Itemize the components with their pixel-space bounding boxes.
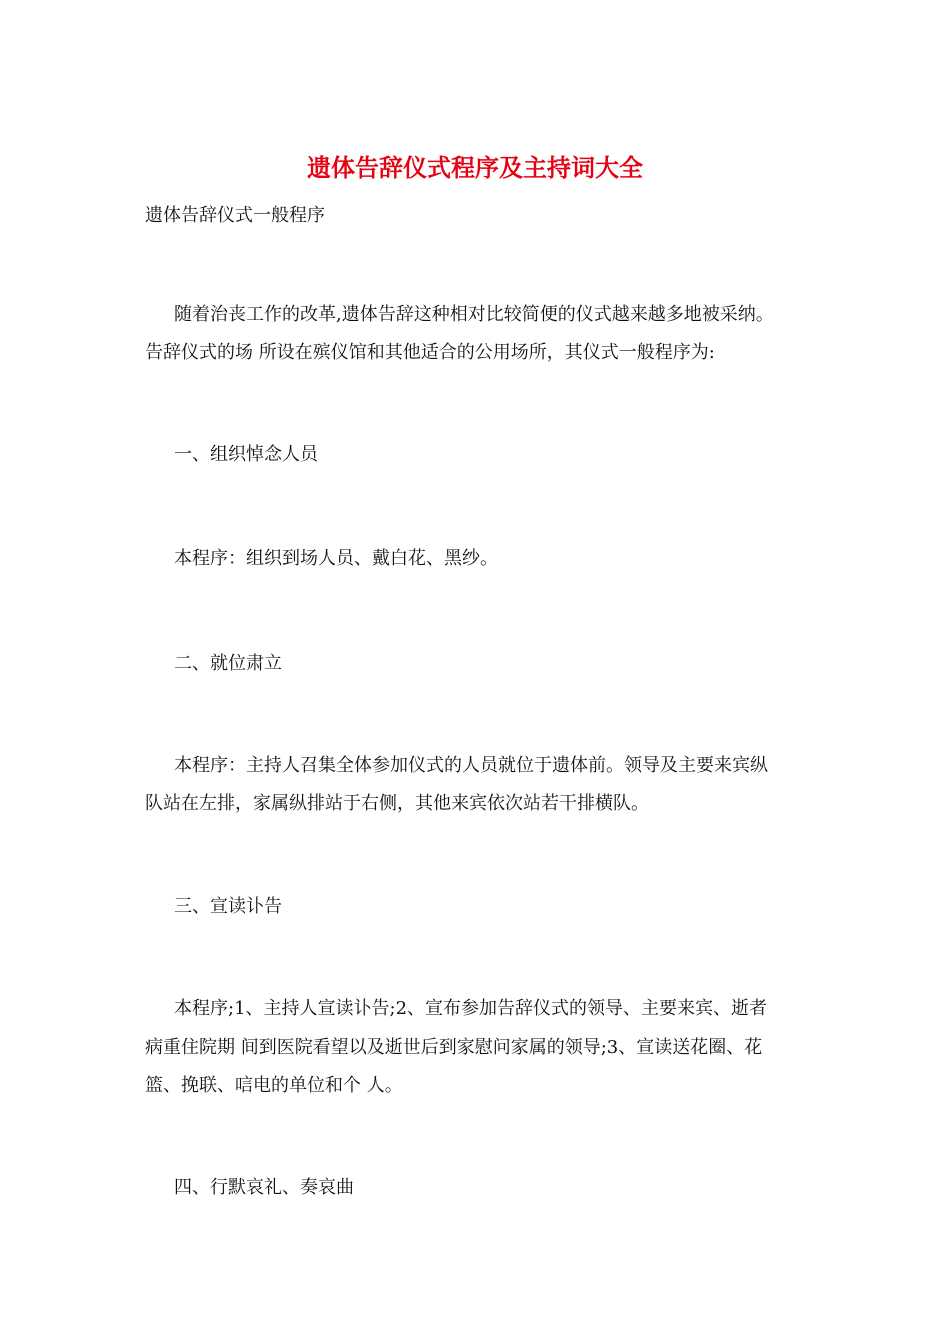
section-2-body-line-2: 队站在左排，家属纵排站于右侧，其他来宾依次站若干排横队。	[145, 793, 649, 814]
section-1-body: 本程序：组织到场人员、戴白花、黑纱。	[174, 548, 498, 569]
section-4-heading: 四、行默哀礼、奏哀曲	[174, 1177, 354, 1198]
intro-paragraph-line-1: 随着治丧工作的改革,遗体告辞这种相对比较简便的仪式越来越多地被采纳。	[174, 304, 774, 325]
document-title: 遗体告辞仪式程序及主持词大全	[307, 153, 643, 182]
section-2-body-line-1: 本程序：主持人召集全体参加仪式的人员就位于遗体前。领导及主要来宾纵	[174, 755, 768, 776]
section-3-body-line-3: 篮、挽联、唁电的单位和个 人。	[145, 1075, 403, 1096]
section-1-heading: 一、组织悼念人员	[174, 444, 318, 465]
document-subtitle: 遗体告辞仪式一般程序	[145, 205, 325, 226]
section-3-body-line-1: 本程序;1、主持人宣读讣告;2、宣布参加告辞仪式的领导、主要来宾、逝者	[174, 998, 768, 1019]
section-3-heading: 三、宣读讣告	[174, 896, 282, 917]
intro-paragraph-line-2: 告辞仪式的场 所设在殡仪馆和其他适合的公用场所，其仪式一般程序为:	[145, 342, 715, 363]
section-3-body-line-2: 病重住院期 间到医院看望以及逝世后到家慰问家属的领导;3、宣读送花圈、花	[145, 1037, 763, 1058]
section-2-heading: 二、就位肃立	[174, 653, 282, 674]
